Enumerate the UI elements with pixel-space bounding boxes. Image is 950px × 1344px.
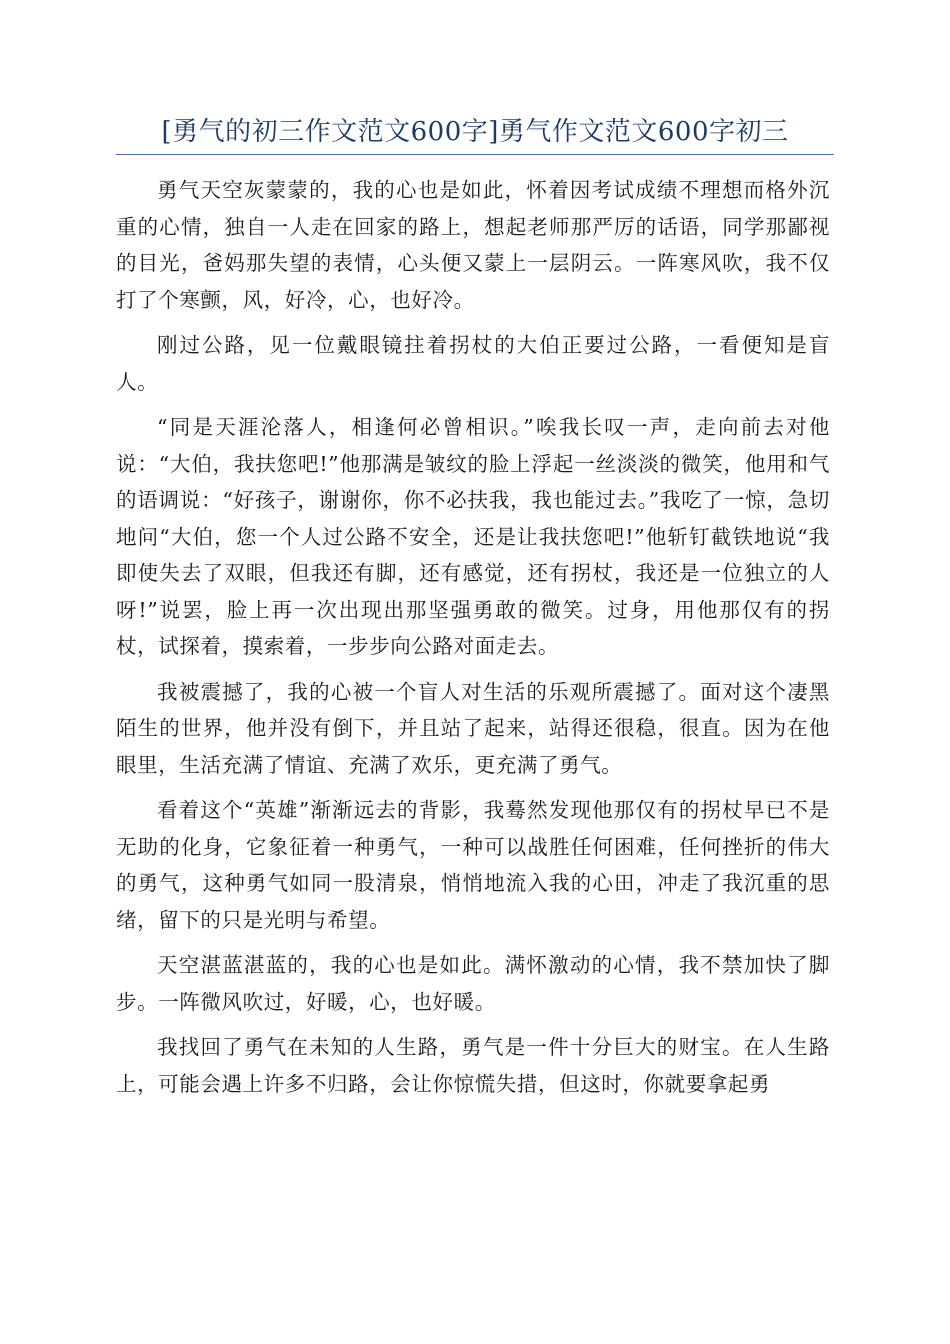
paragraph: 天空湛蓝湛蓝的，我的心也是如此。满怀激动的心情，我不禁加快了脚步。一阵微风吹过，好暖，心，也好暖。 [116, 953, 830, 1014]
paragraph: 看着这个“英雄”渐渐远去的背影，我蓦然发现他那仅有的拐杖早已不是无助的化身，它象征着一种勇气，一种可以战胜任何困难，任何挫折的伟大的勇气，这种勇气如同一股清泉，悄悄地流入我的心田，冲走了我沉重的思绪，留下的只是光明与希望。 [116, 798, 830, 932]
document-body [116, 172, 830, 1111]
paragraph: 勇气天空灰蒙蒙的，我的心也是如此，怀着因考试成绩不理想而格外沉重的心情，独自一人走在回家的路上，想起老师那严厉的话语，同学那鄙视的目光，爸妈那失望的表情，心头便又蒙上一层阴云。一阵寒风吹，我不仅打了个寒颤，风，好冷，心，也好冷。 [116, 178, 830, 312]
paragraph: 刚过公路，见一位戴眼镜拄着拐杖的大伯正要过公路，一看便知是盲人。 [116, 333, 830, 394]
title-underline [116, 154, 834, 155]
document-title: [勇气的初三作文范文600字]勇气作文范文600字初三 [161, 117, 789, 147]
paragraph: “同是天涯沦落人，相逢何必曾相识。”唉我长叹一声，走向前去对他说：“大伯，我扶您吧!”他那满是皱纹的脸上浮起一丝淡淡的微笑，他用和气的语调说：“好孩子，谢谢你，你不必扶我，我也能过去。”我吃了一惊，急切地问“大伯，您一个人过公路不安全，还是让我扶您吧!”他斩钉截铁地说“我即使失去了双眼，但我还有脚，还有感觉，还有拐杖，我还是一位独立的人呀!”说罢，脸上再一次出现出那坚强勇敢的微笑。过身，用他那仅有的拐杖，试探着，摸索着，一步步向公路对面走去。 [116, 415, 830, 658]
paragraph: 我找回了勇气在未知的人生路，勇气是一件十分巨大的财宝。在人生路上，可能会遇上许多不归路，会让你惊慌失措，但这时，你就要拿起勇 [116, 1035, 830, 1096]
paragraph: 我被震撼了，我的心被一个盲人对生活的乐观所震撼了。面对这个凄黑陌生的世界，他并没有倒下，并且站了起来，站得还很稳，很直。因为在他眼里，生活充满了情谊、充满了欢乐，更充满了勇气。 [116, 679, 830, 777]
